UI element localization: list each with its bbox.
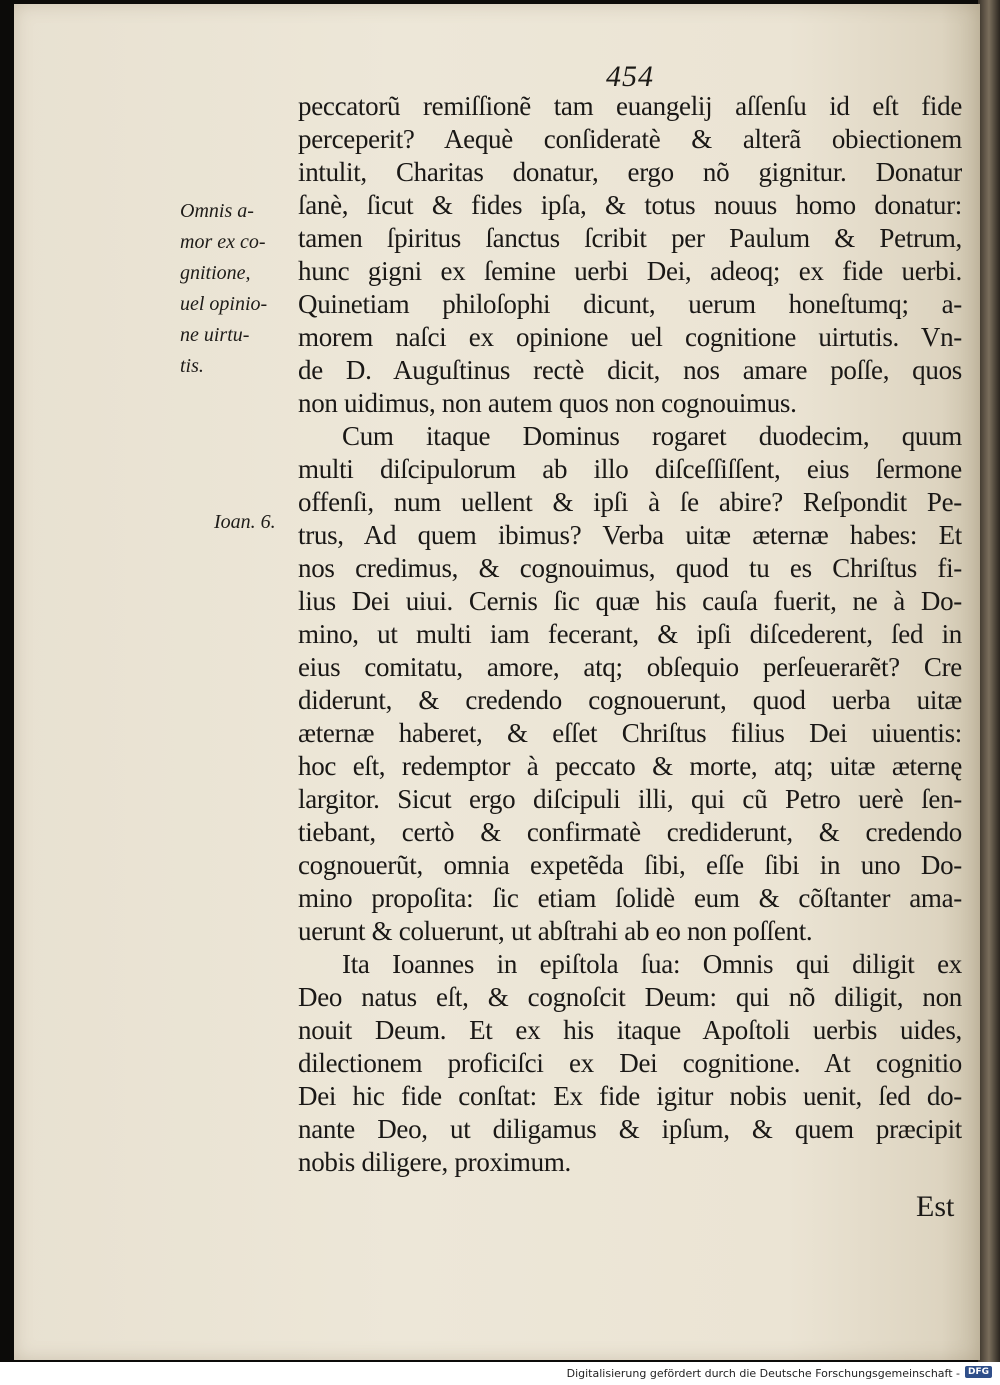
footer-credit: Digitalisierung gefördert durch die Deutsche Forschungsgemeinschaft -: [566, 1367, 960, 1380]
text-line: diderunt, & credendo cognouerunt, quod uerba uitæ: [298, 685, 962, 715]
text-line: lius Dei uiui. Cernis ſic quæ his cauſa fuerit, ne à Do-: [298, 586, 962, 616]
text-line: Ita Ioannes in epiſtola ſua: Omnis qui diligit ex: [342, 949, 962, 979]
margin-note-line: uel opinio-: [180, 293, 268, 315]
page-number: 454: [606, 60, 654, 93]
text-line: nos credimus, & cognouimus, quod tu es Chriſtus fi-: [298, 553, 962, 583]
text-line: non uidimus, non autem quos non cognouimus.: [298, 388, 797, 418]
text-line: Quinetiam philoſophi dicunt, uerum honeſtumq; a-: [298, 289, 962, 319]
body-text: [298, 90, 962, 1179]
text-line: dilectionem proficiſci ex Dei cognitione. At cognitio: [298, 1048, 962, 1078]
text-line: uerunt & coluerunt, ut abſtrahi ab eo non poſſent.: [298, 916, 813, 946]
text-line: nouit Deum. Et ex his itaque Apoſtoli uerbis uides,: [298, 1015, 962, 1045]
dfg-logo: DFG: [965, 1366, 992, 1378]
text-line: largitor. Sicut ergo diſcipuli illi, qui cũ Petro uerè ſen-: [298, 784, 962, 814]
text-line: morem naſci ex opinione uel cognitione uirtutis. Vn-: [298, 322, 962, 352]
margin-note-line: Ioan. 6.: [214, 511, 276, 533]
catchword: Est: [916, 1190, 955, 1223]
text-line: hunc gigni ex ſemine uerbi Dei, adeoq; ex fide uerbi.: [298, 256, 962, 286]
text-line: Deo natus eſt, & cognoſcit Deum: qui nõ diligit, non: [298, 982, 962, 1012]
text-line: mino propoſita: ſic etiam ſolidè eum & cõſtanter ama-: [298, 883, 962, 913]
text-line: mino, ut multi iam fecerant, & ipſi diſcederent, ſed in: [298, 619, 962, 649]
text-line: nobis diligere, proximum.: [298, 1147, 571, 1177]
text-line: offenſi, num uellent & ipſi à ſe abire? Reſpondit Pe-: [298, 487, 962, 517]
text-line: ſanè, ſicut & fides ipſa, & totus nouus homo donatur:: [298, 190, 962, 220]
text-line: tiebant, certò & confirmatè crediderunt, & credendo: [298, 817, 962, 847]
text-line: Dei hic fide conſtat: Ex fide igitur nobis uenit, ſed do-: [298, 1081, 962, 1111]
text-line: hoc eſt, redemptor à peccato & morte, atq; uitæ æternę: [298, 751, 962, 781]
text-line: multi diſcipulorum ab illo diſceſſiſſent, eius ſermone: [298, 454, 962, 484]
margin-note-line: mor ex co-: [180, 231, 266, 253]
text-line: nante Deo, ut diligamus & ipſum, & quem præcipit: [298, 1114, 962, 1144]
text-line: æternæ haberet, & eſſet Chriſtus filius Dei uiuentis:: [298, 718, 962, 748]
text-line: tamen ſpiritus ſanctus ſcribit per Paulum & Petrum,: [298, 223, 962, 253]
text-line: intulit, Charitas donatur, ergo nõ gignitur. Donatur: [298, 157, 962, 187]
text-line: cognouerũt, omnia expetẽda ſibi, eſſe ſibi in uno Do-: [298, 850, 962, 880]
text-line: perceperit? Aequè conſideratè & alterã obiectionem: [298, 124, 962, 154]
margin-note-line: ne uirtu-: [180, 324, 250, 346]
text-line: trus, Ad quem ibimus? Verba uitæ æternæ habes: Et: [298, 520, 962, 550]
scan-edge-strip: [978, 0, 1000, 1362]
margin-note-omnis: [180, 196, 292, 382]
text-line: de D. Auguſtinus rectè dicit, nos amare poſſe, quos: [298, 355, 962, 385]
margin-note-line: Omnis a-: [180, 200, 254, 222]
text-line: Cum itaque Dominus rogaret duodecim, quum: [342, 421, 962, 451]
text-line: eius comitatu, amore, atq; obſequio perſeuerarẽt? Cre: [298, 652, 962, 682]
margin-note-line: gnitione,: [180, 262, 251, 284]
margin-note-line: tis.: [180, 355, 204, 377]
text-line: peccatorũ remiſſionẽ tam euangelij aſſenſu id eſt fide: [298, 91, 962, 121]
